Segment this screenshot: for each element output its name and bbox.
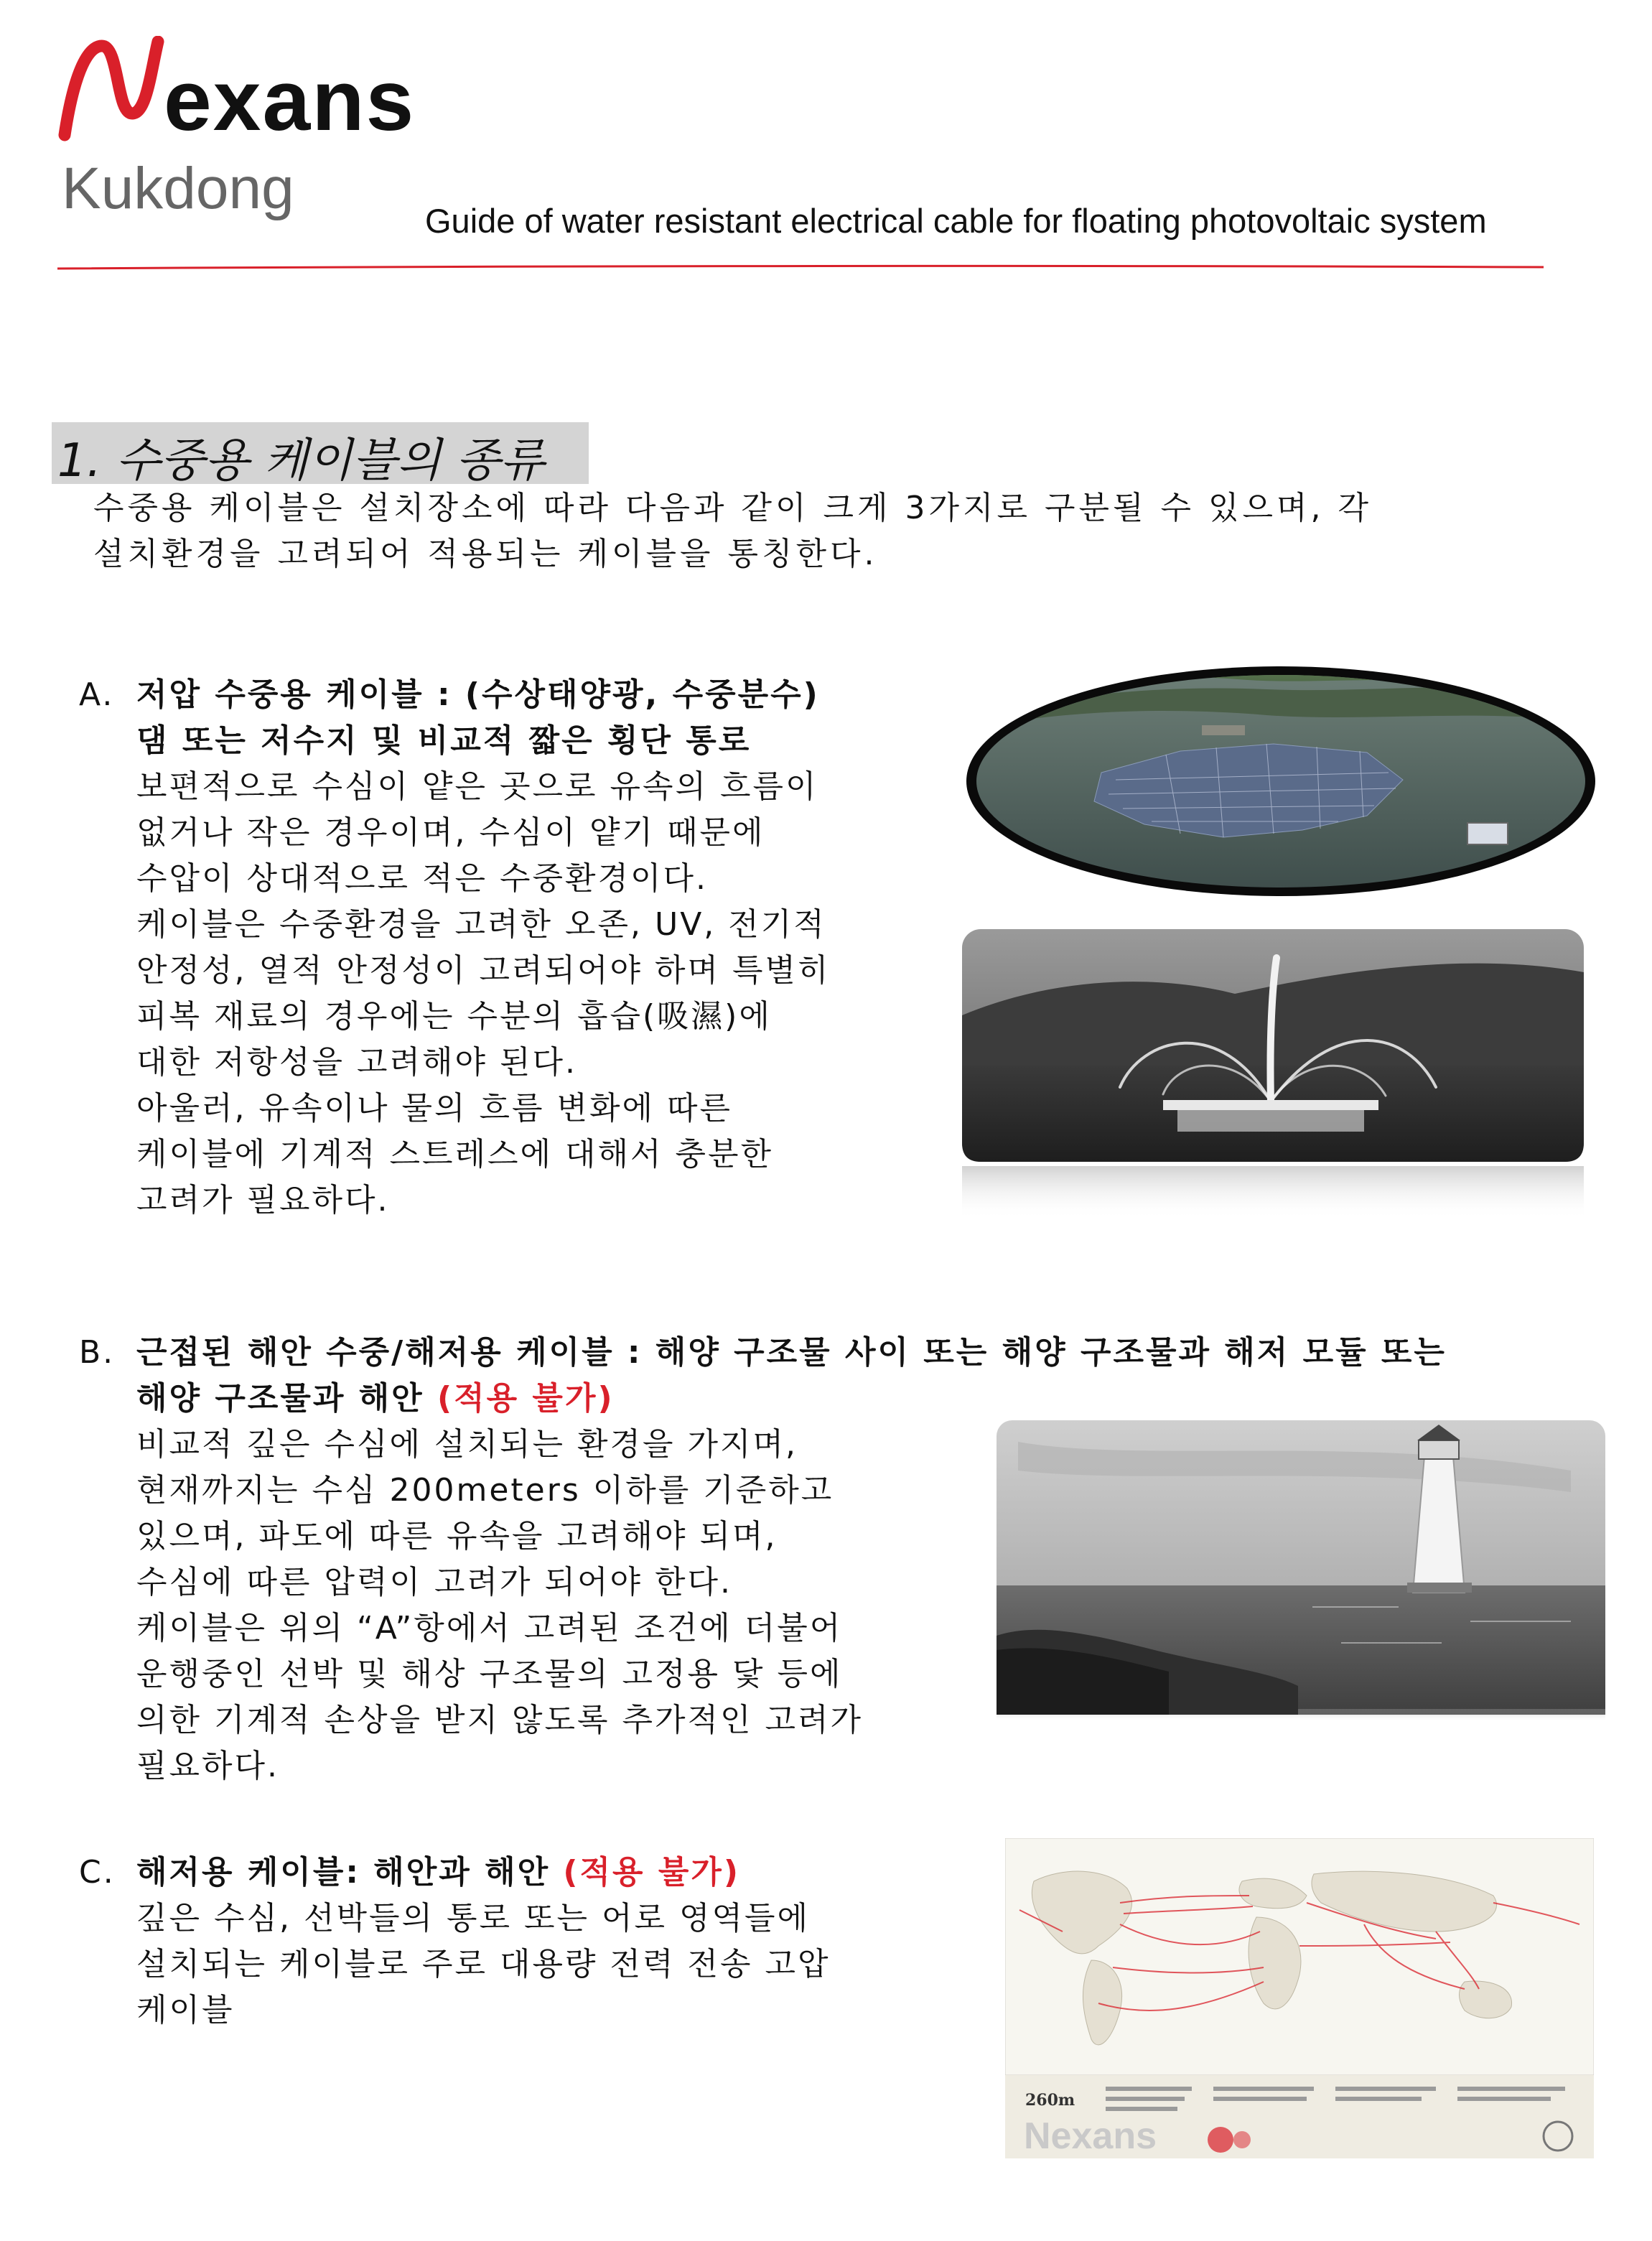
item-a-marker: A. [79, 676, 115, 713]
item-a-title: 저압 수중용 케이블 : (수상태양광, 수중분수) [136, 676, 820, 713]
item-a-body-line: 케이블은 수중환경을 고려한 오존, UV, 전기적 [136, 906, 826, 943]
item-b-status-badge: (적용 불가) [437, 1380, 615, 1417]
item-b-title: 근접된 해안 수중/해저용 케이블 : 해양 구조물 사이 또는 해양 구조물과 해저 모듈 또는 [136, 1334, 1447, 1371]
section-heading-text: 1. 수중용 케이블의 종류 [57, 434, 545, 488]
floating-solar-photo [965, 665, 1597, 898]
kukdong-logo-text: Kukdong [62, 156, 294, 221]
item-c-body-line: 케이블 [136, 1992, 235, 2028]
item-c-body-line: 설치되는 케이블로 주로 대용량 전력 전송 고압 [136, 1946, 831, 1983]
item-c-marker: C. [79, 1854, 116, 1891]
item-a-body-line: 피복 재료의 경우에는 수분의 흡습(吸濕)에 [136, 998, 772, 1035]
item-b-body-line: 케이블은 위의 “A”항에서 고려된 조건에 더불어 [136, 1610, 843, 1646]
submarine-cable-map [1005, 1838, 1594, 2158]
item-a-body-line: 안정성, 열적 안정성이 고려되어야 하며 특별히 [136, 952, 831, 989]
map-depth-label: 260m [1025, 2091, 1075, 2110]
item-a-body-line: 아울러, 유속이나 물의 흐름 변화에 따른 [136, 1090, 732, 1127]
item-b-body-line: 필요하다. [136, 1748, 280, 1784]
document-title: Guide of water resistant electrical cable for floating photovoltaic system [425, 202, 1487, 240]
nexans-logo-n [57, 36, 165, 144]
intro-line: 수중용 케이블은 설치장소에 따라 다음과 같이 크게 3가지로 구분될 수 있으며, 각 [93, 490, 1372, 526]
section-intro [93, 485, 1372, 577]
item-c-status-badge: (적용 불가) [563, 1854, 740, 1891]
item-a-subtitle: 댐 또는 저수지 및 비교적 짧은 횡단 통로 [136, 722, 752, 759]
item-a-body-line: 없거나 작은 경우이며, 수심이 얕기 때문에 [136, 814, 765, 851]
item-b-marker: B. [79, 1334, 116, 1371]
item-b-body-line: 수심에 따른 압력이 고려가 되어야 한다. [136, 1564, 732, 1601]
item-a-body-line: 수압이 상대적으로 적은 수중환경이다. [136, 860, 709, 897]
item-c [79, 1850, 831, 2033]
item-c-title: 해저용 케이블: 해안과 해안 [136, 1854, 551, 1891]
item-b-body-line: 운행중인 선박 및 해상 구조물의 고정용 닻 등에 [136, 1656, 843, 1692]
item-a-body-line: 고려가 필요하다. [136, 1182, 390, 1219]
intro-line: 설치환경을 고려되어 적용되는 케이블을 통칭한다. [93, 536, 878, 572]
item-a-body-line: 보편적으로 수심이 얕은 곳으로 유속의 흐름이 [136, 768, 818, 805]
item-b-body-line: 비교적 깊은 수심에 설치되는 환경을 가지며, [136, 1426, 798, 1463]
item-b-body-line: 의한 기계적 손상을 받지 않도록 추가적인 고려가 [136, 1702, 863, 1738]
item-b-body-line: 있으며, 파도에 따른 유속을 고려해야 되며, [136, 1518, 778, 1555]
item-a [79, 672, 831, 1224]
header-divider [57, 264, 1544, 271]
lighthouse-photo [997, 1420, 1605, 1722]
map-watermark: Nexans [1024, 2115, 1157, 2157]
section-heading [52, 422, 589, 488]
item-b-body-line: 현재까지는 수심 200meters 이하를 기준하고 [136, 1472, 834, 1509]
fountain-photo [962, 929, 1584, 1219]
item-c-body-line: 깊은 수심, 선박들의 통로 또는 어로 영역들에 [136, 1900, 810, 1937]
item-b-subtitle: 해양 구조물과 해안 [136, 1380, 424, 1417]
item-a-body-line: 대한 저항성을 고려해야 된다. [136, 1044, 577, 1081]
item-a-body-line: 케이블에 기계적 스트레스에 대해서 충분한 [136, 1136, 774, 1173]
nexans-logo-text: exans [164, 52, 416, 149]
